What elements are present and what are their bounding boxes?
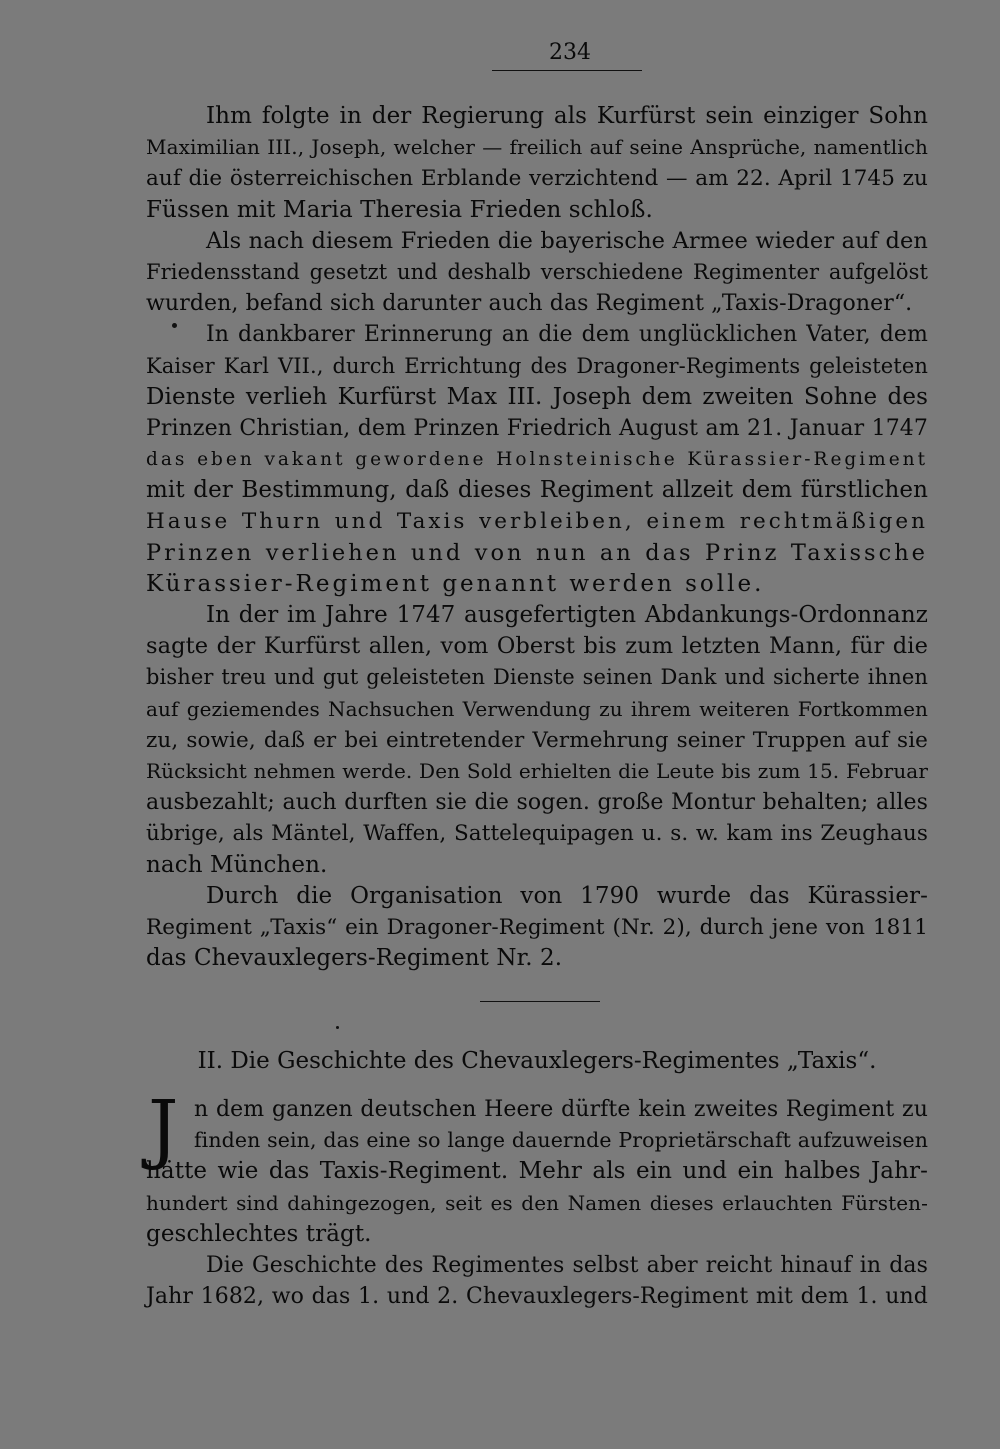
section-2-heading: II. Die Geschichte des Chevauxlegers-Regimentes „Taxis“. bbox=[197, 1048, 877, 1074]
text-line: Die Geschichte des Regimentes selbst aber reicht hinauf in das bbox=[206, 1252, 928, 1278]
text-line: In dankbarer Erinnerung an die dem unglücklichen Vater, dem bbox=[206, 322, 928, 348]
text-line: ausbezahlt; auch durften sie die sogen. große Montur behalten; alles bbox=[146, 790, 928, 816]
text-line: Maximilian III., Joseph, welcher — freilich auf seine Ansprüche, namentlich bbox=[146, 135, 928, 160]
text-line: Durch die Organisation von 1790 wurde das Kürassier- bbox=[206, 882, 928, 909]
text-line: In der im Jahre 1747 ausgefertigten Abdankungs-Ordonnanz bbox=[206, 602, 928, 628]
page-number: 234 bbox=[549, 40, 591, 65]
text-line: Rücksicht nehmen werde. Den Sold erhielten die Leute bis zum 15. Februar bbox=[146, 758, 928, 783]
text-line: geschlechtes trägt. bbox=[146, 1220, 372, 1247]
text-line: hundert sind dahingezogen, seit es den Namen dieses erlauchten Fürsten- bbox=[146, 1190, 928, 1215]
text-line: hätte wie das Taxis-Regiment. Mehr als ein und ein halbes Jahr- bbox=[146, 1158, 928, 1185]
text-line: Prinzen Christian, dem Prinzen Friedrich August am 21. Januar 1747 bbox=[146, 415, 928, 441]
text-line: mit der Bestimmung, daß dieses Regiment allzeit dem fürstlichen bbox=[146, 477, 928, 504]
ink-speck bbox=[172, 323, 177, 328]
text-line: auf geziemendes Nachsuchen Verwendung zu ihrem weiteren Fortkommen bbox=[146, 696, 928, 721]
ink-speck bbox=[336, 1026, 339, 1029]
text-line: nach München. bbox=[146, 851, 328, 878]
text-line: das eben vakant gewordene Holnsteinische Kürassier-Regiment bbox=[146, 449, 928, 471]
text-line: Als nach diesem Frieden die bayerische Armee wieder auf den bbox=[206, 227, 928, 254]
text-line: Prinzen verliehen und von nun an das Prinz Taxissche bbox=[146, 539, 928, 566]
text-line: das Chevauxlegers-Regiment Nr. 2. bbox=[146, 945, 563, 972]
text-line: Hause Thurn und Taxis verbleiben, einem rechtmäßigen bbox=[146, 509, 928, 535]
text-line: finden sein, das eine so lange dauernde Proprietärschaft aufzuweisen bbox=[194, 1128, 928, 1153]
text-line: n dem ganzen deutschen Heere dürfte kein zweites Regiment zu bbox=[194, 1097, 928, 1122]
text-line: Füssen mit Maria Theresia Frieden schloß. bbox=[146, 196, 653, 223]
header-rule bbox=[492, 70, 642, 71]
section-divider-rule bbox=[480, 1001, 600, 1002]
text-line: sagte der Kurfürst allen, vom Oberst bis zum letzten Mann, für die bbox=[146, 633, 928, 660]
text-line: wurden, befand sich darunter auch das Regiment „Taxis-Dragoner“. bbox=[146, 291, 913, 317]
text-line: bisher treu und gut geleisteten Dienste seinen Dank und sicherte ihnen bbox=[146, 665, 928, 690]
text-line: zu, sowie, daß er bei eintretender Vermehrung seiner Truppen auf sie bbox=[146, 727, 928, 753]
section-1-text bbox=[146, 101, 928, 974]
text-line: Friedensstand gesetzt und deshalb verschiedene Regimenter aufgelöst bbox=[146, 259, 928, 284]
text-line: Kürassier-Regiment genannt werden solle. bbox=[146, 570, 765, 597]
text-line: übrige, als Mäntel, Waffen, Sattelequipagen u. s. w. kam ins Zeughaus bbox=[146, 821, 928, 847]
text-line: Dienste verlieh Kurfürst Max III. Joseph dem zweiten Sohne des bbox=[146, 383, 928, 410]
text-line: Kaiser Karl VII., durch Errichtung des Dragoner-Regiments geleisteten bbox=[146, 353, 928, 378]
drop-cap-initial: J bbox=[148, 1083, 179, 1172]
text-line: Ihm folgte in der Regierung als Kurfürst sein einziger Sohn bbox=[206, 103, 928, 129]
text-line: Regiment „Taxis“ ein Dragoner-Regiment (Nr. 2), durch jene von 1811 bbox=[146, 914, 928, 940]
section-2-text bbox=[146, 1094, 928, 1312]
text-line: auf die österreichischen Erblande verzichtend — am 22. April 1745 zu bbox=[146, 166, 928, 192]
text-line: Jahr 1682, wo das 1. und 2. Chevauxlegers-Regiment mit dem 1. und bbox=[146, 1284, 928, 1310]
